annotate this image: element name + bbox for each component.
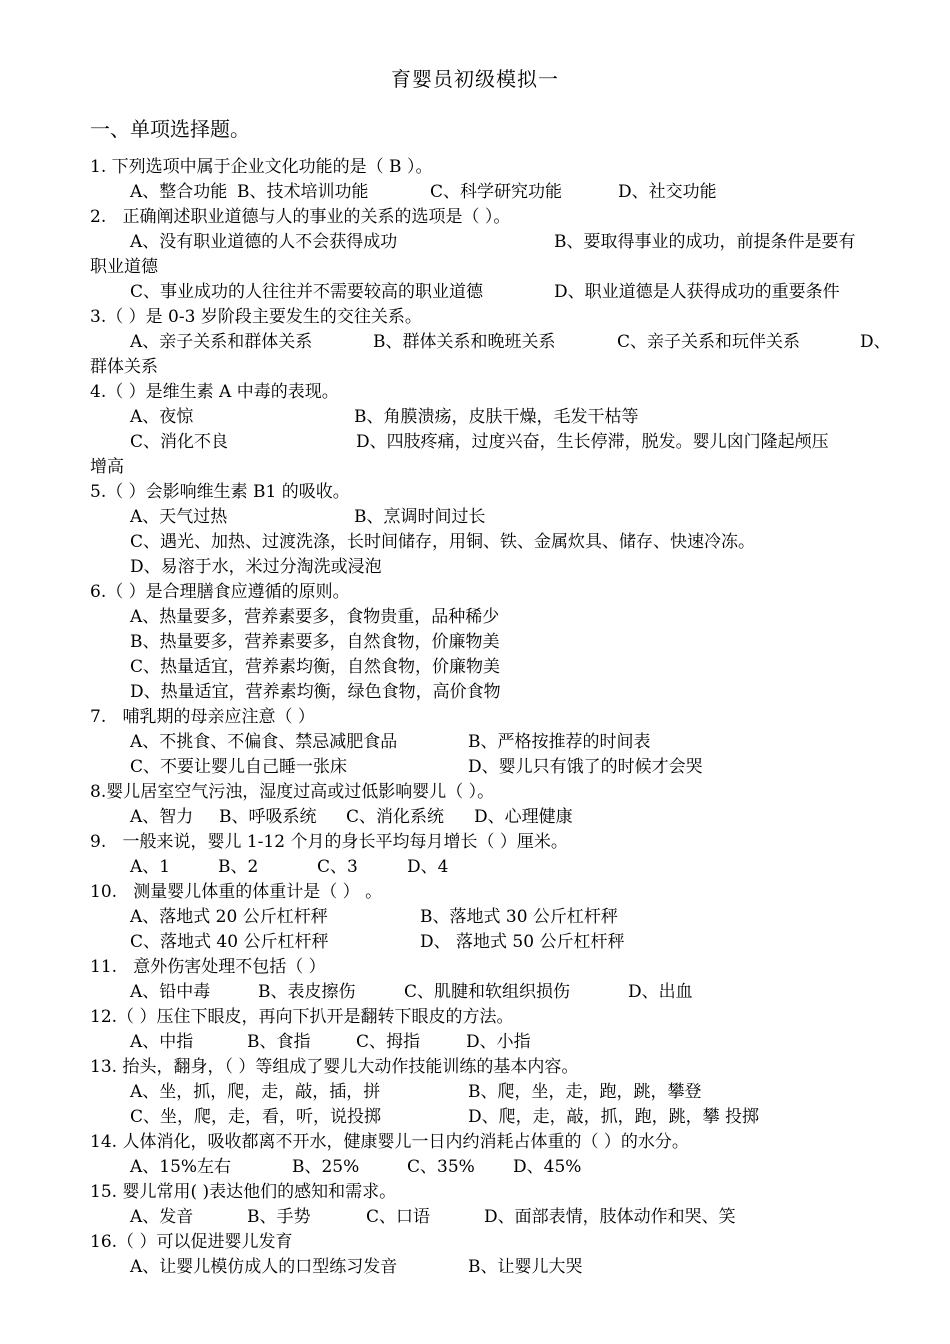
option-14b: B、25% [292,1157,360,1177]
option-13c: C、坐，爬，走，看，听，说投掷 [130,1107,382,1127]
option-3d: D、 [860,332,891,352]
option-1d: D、社交功能 [618,182,717,202]
option-2b: B、要取得事业的成功，前提条件是要有 [554,232,856,252]
option-14a: A、15%左右 [130,1157,232,1177]
question-stem: 哺乳期的母亲应注意（ ） [122,707,315,727]
question-number: 12. [90,1007,118,1027]
option-9b: B、2 [218,857,259,877]
option-2a: A、没有职业道德的人不会获得成功 [130,232,398,252]
question-2 [90,205,510,230]
question-stem: 婴儿居室空气污浊，湿度过高或过低影响婴儿（ ）。 [106,782,495,802]
question-number: 8. [90,782,107,802]
question-number: 14. [90,1132,118,1152]
option-5b: B、烹调时间过长 [354,507,486,527]
question-number: 2. [90,207,107,227]
option-12a: A、中指 [130,1032,194,1052]
question-15 [90,1180,396,1205]
option-3d-cont: 群体关系 [90,357,158,377]
option-2d: D、职业道德是人获得成功的重要条件 [554,282,840,302]
option-2b-cont: 职业道德 [90,257,158,277]
option-4b: B、角膜溃疡，皮肤干燥，毛发干枯等 [354,407,639,427]
option-10b: B、落地式 30 公斤杠杆秤 [420,907,618,927]
question-stem: （ ）会影响维生素 B1 的吸收。 [106,482,350,502]
option-13b: B、爬，坐，走，跑，跳，攀登 [468,1082,702,1102]
question-number: 9. [90,832,107,852]
option-10d: D、 落地式 50 公斤杠杆秤 [420,932,625,952]
option-16a: A、让婴儿模仿成人的口型练习发音 [130,1257,398,1277]
question-stem: 测量婴儿体重的体重计是（ ） 。 [133,882,383,902]
option-8a: A、智力 [130,807,194,827]
option-9d: D、4 [407,857,449,877]
option-11c: C、肌腱和软组织损伤 [404,982,571,1002]
option-12d: D、小指 [466,1032,531,1052]
option-3b: B、群体关系和晚班关系 [373,332,556,352]
question-10 [90,880,382,905]
question-1 [90,155,432,180]
question-stem: 婴儿常用( )表达他们的感知和需求。 [122,1182,397,1202]
option-10c: C、落地式 40 公斤杠杆秤 [130,932,329,952]
question-stem: （ ）可以促进婴儿发育 [117,1232,293,1252]
option-12b: B、食指 [247,1032,311,1052]
question-4 [90,380,339,405]
question-number: 11. [90,957,118,977]
question-number: 3. [90,307,107,327]
option-7b: B、严格按推荐的时间表 [468,732,651,752]
question-stem: （ ）压住下眼皮，再向下扒开是翻转下眼皮的方法。 [117,1007,514,1027]
option-7a: A、不挑食、不偏食、禁忌减肥食品 [130,732,398,752]
question-number: 10. [90,882,118,902]
option-4a: A、夜惊 [130,407,194,427]
option-1a: A、整合功能 [130,182,228,202]
question-stem: 一般来说，婴儿 1-12 个月的身长平均每月增长（ ）厘米。 [122,832,568,852]
option-3c: C、亲子关系和玩伴关系 [617,332,801,352]
question-number: 13. [90,1057,118,1077]
option-8b: B、呼吸系统 [219,807,317,827]
option-1b: B、技术培训功能 [237,182,369,202]
question-number: 4. [90,382,107,402]
document-title: 育婴员初级模拟一 [391,67,559,91]
option-15a: A、发音 [130,1207,194,1227]
option-11b: B、表皮擦伤 [258,982,356,1002]
question-16 [90,1230,292,1255]
option-4c: C、消化不良 [130,432,229,452]
question-stem: 下列选项中属于企业文化功能的是（ B ）。 [111,157,433,177]
question-stem: 抬头，翻身，（ ）等组成了婴儿大动作技能训练的基本内容。 [122,1057,579,1077]
option-4d: D、四肢疼痛，过度兴奋，生长停滞，脱发。婴儿囟门隆起颅压 [356,432,829,452]
section-heading: 一、单项选择题。 [90,117,250,141]
option-15b: B、手势 [247,1207,311,1227]
option-11d: D、出血 [628,982,693,1002]
option-2c: C、事业成功的人往往并不需要较高的职业道德 [130,282,484,302]
option-13d: D、爬，走，敲，抓，跑，跳，攀 投掷 [468,1107,760,1127]
question-8 [90,780,494,805]
question-number: 6. [90,582,107,602]
question-number: 7. [90,707,107,727]
option-9c: C、3 [317,857,358,877]
question-11 [90,955,326,980]
question-13 [90,1055,578,1080]
question-3 [90,305,422,330]
question-stem: 人体消化，吸收都离不开水，健康婴儿一日内约消耗占体重的（ ）的水分。 [122,1132,689,1152]
option-6c: C、热量适宜，营养素均衡，自然食物，价廉物美 [130,657,501,677]
option-14d: D、45% [513,1157,582,1177]
option-15d: D、面部表情，肢体动作和哭、笑 [484,1207,736,1227]
option-6b: B、热量要多，营养素要多，自然食物，价廉物美 [130,632,500,652]
question-number: 16. [90,1232,118,1252]
option-6a: A、热量要多，营养素要多，食物贵重，品种稀少 [130,607,500,627]
option-8c: C、消化系统 [346,807,445,827]
option-4d-cont: 增高 [90,457,124,477]
option-13a: A、坐，抓，爬，走，敲，插，拼 [130,1082,381,1102]
question-stem: （ ）是 0-3 岁阶段主要发生的交往关系。 [106,307,422,327]
question-number: 5. [90,482,107,502]
option-15c: C、口语 [366,1207,431,1227]
question-12 [90,1005,513,1030]
question-stem: 意外伤害处理不包括（ ） [133,957,326,977]
question-7 [90,705,315,730]
question-6 [90,580,350,605]
option-12c: C、拇指 [356,1032,421,1052]
option-9a: A、1 [130,857,171,877]
option-14c: C、35% [407,1157,475,1177]
question-number: 1. [90,157,107,177]
option-16b: B、让婴儿大哭 [468,1257,583,1277]
option-7c: C、不要让婴儿自己睡一张床 [130,757,348,777]
option-5d: D、易溶于水，米过分淘洗或浸泡 [130,557,382,577]
option-10a: A、落地式 20 公斤杠杆秤 [130,907,328,927]
option-1c: C、科学研究功能 [430,182,563,202]
option-3a: A、亲子关系和群体关系 [130,332,313,352]
option-5c: C、遇光、加热、过渡洗涤，长时间储存，用铜、铁、金属炊具、储存、快速冷冻。 [130,532,756,552]
option-11a: A、铅中毒 [130,982,211,1002]
option-6d: D、热量适宜，营养素均衡，绿色食物，高价食物 [130,682,501,702]
question-9 [90,830,568,855]
question-stem: 正确阐述职业道德与人的事业的关系的选项是（ ）。 [122,207,511,227]
option-5a: A、天气过热 [130,507,228,527]
question-number: 15. [90,1182,118,1202]
option-8d: D、心理健康 [474,807,573,827]
question-stem: （ ）是合理膳食应遵循的原则。 [106,582,350,602]
question-stem: （ ）是维生素 A 中毒的表现。 [106,382,339,402]
option-7d: D、婴儿只有饿了的时候才会哭 [468,757,703,777]
question-14 [90,1130,689,1155]
question-5 [90,480,350,505]
